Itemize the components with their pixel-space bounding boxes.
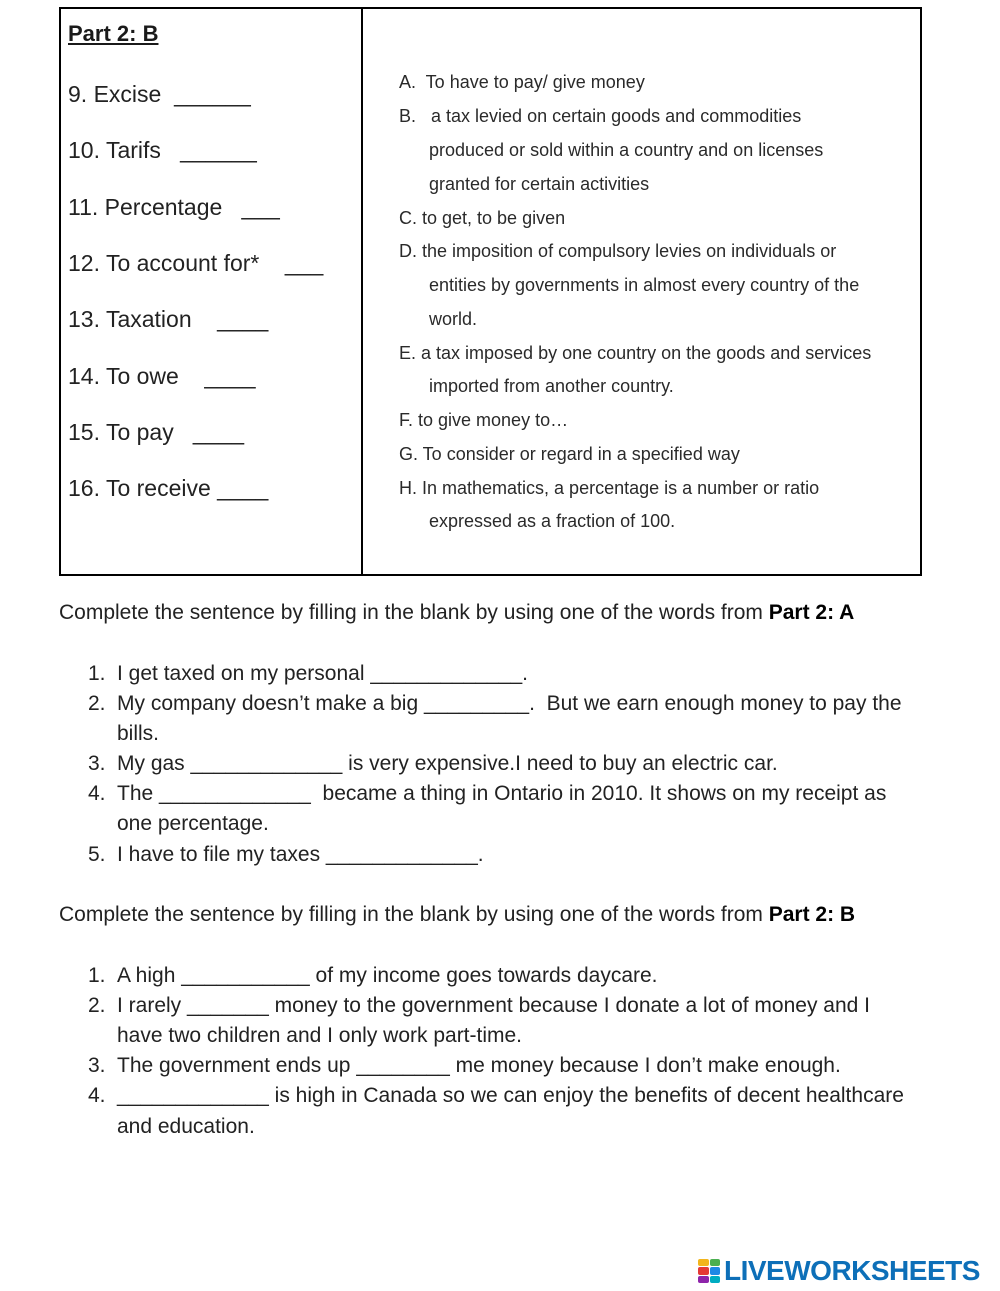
part-title: Part 2: B [68,21,159,46]
section-a-part-label: Part 2: A [768,601,855,624]
list-item-continuation: one percentage. [117,812,269,835]
definition-b-line3: granted for certain activities [429,174,650,194]
list-item[interactable]: 2. My company doesn’t make a big _________. But we earn enough money to pay the [88,692,902,715]
definition-h: H. In mathematics, a percentage is a number or ratio [399,478,820,498]
list-item-continuation: and education. [117,1115,255,1138]
term-10[interactable]: 10. Tarifs ______ [68,137,257,163]
definition-h-line2: expressed as a fraction of 100. [429,511,676,531]
list-item[interactable]: 4. The _____________ became a thing in Ontario in 2010. It shows on my receipt as [88,782,887,805]
logo-tile [698,1259,709,1266]
definition-d-line3: world. [429,309,478,329]
definition-e-line2: imported from another country. [429,376,674,396]
logo-tile [710,1267,721,1274]
term-13[interactable]: 13. Taxation ____ [68,306,269,332]
term-16[interactable]: 16. To receive ____ [68,475,269,501]
list-item[interactable]: 5. I have to file my taxes _____________. [88,843,484,866]
term-14[interactable]: 14. To owe ____ [68,363,256,389]
list-item-continuation: bills. [117,722,160,745]
term-11[interactable]: 11. Percentage ___ [68,194,280,220]
definition-b: B. a tax levied on certain goods and commodities [399,106,802,126]
definition-e: E. a tax imposed by one country on the goods and services [399,343,872,363]
section-a-instruction: Complete the sentence by filling in the blank by using one of the words from Part 2: A [59,601,855,624]
section-b-instruction: Complete the sentence by filling in the blank by using one of the words from Part 2: B [59,903,856,926]
logo-tile [698,1267,709,1274]
logo-text: LIVEWORKSHEETS [724,1255,980,1286]
definitions-column [363,9,920,574]
definition-d: D. the imposition of compulsory levies on individuals or [399,241,837,261]
definition-g: G. To consider or regard in a specified way [399,444,740,464]
list-item-continuation: have two children and I only work part-time. [117,1024,523,1047]
definition-c: C. to get, to be given [399,208,566,228]
list-item[interactable]: 3. My gas _____________ is very expensive.I need to buy an electric car. [88,752,778,775]
logo-tile [710,1276,721,1283]
term-15[interactable]: 15. To pay ____ [68,419,245,445]
definition-a: A. To have to pay/ give money [399,72,645,92]
terms-column [61,9,363,574]
section-b-part-label: Part 2: B [768,903,856,926]
matching-table [59,7,922,576]
definition-d-line2: entities by governments in almost every country of the [429,275,860,295]
term-12[interactable]: 12. To account for* ___ [68,250,324,276]
logo-tile [710,1259,721,1266]
logo-tile [698,1276,709,1283]
list-item[interactable]: 4. _____________ is high in Canada so we can enjoy the benefits of decent healthcare [88,1084,904,1107]
definition-f: F. to give money to… [399,410,569,430]
term-9[interactable]: 9. Excise ______ [68,81,251,107]
list-item[interactable]: 1. I get taxed on my personal _____________. [88,662,528,685]
liveworksheets-logo[interactable] [698,1256,980,1286]
definition-b-line2: produced or sold within a country and on licenses [429,140,824,160]
list-item[interactable]: 3. The government ends up ________ me money because I don’t make enough. [88,1054,841,1077]
list-item[interactable]: 1. A high ___________ of my income goes towards daycare. [88,964,658,987]
list-item[interactable]: 2. I rarely _______ money to the government because I donate a lot of money and I [88,994,870,1017]
logo-icon [698,1259,720,1283]
